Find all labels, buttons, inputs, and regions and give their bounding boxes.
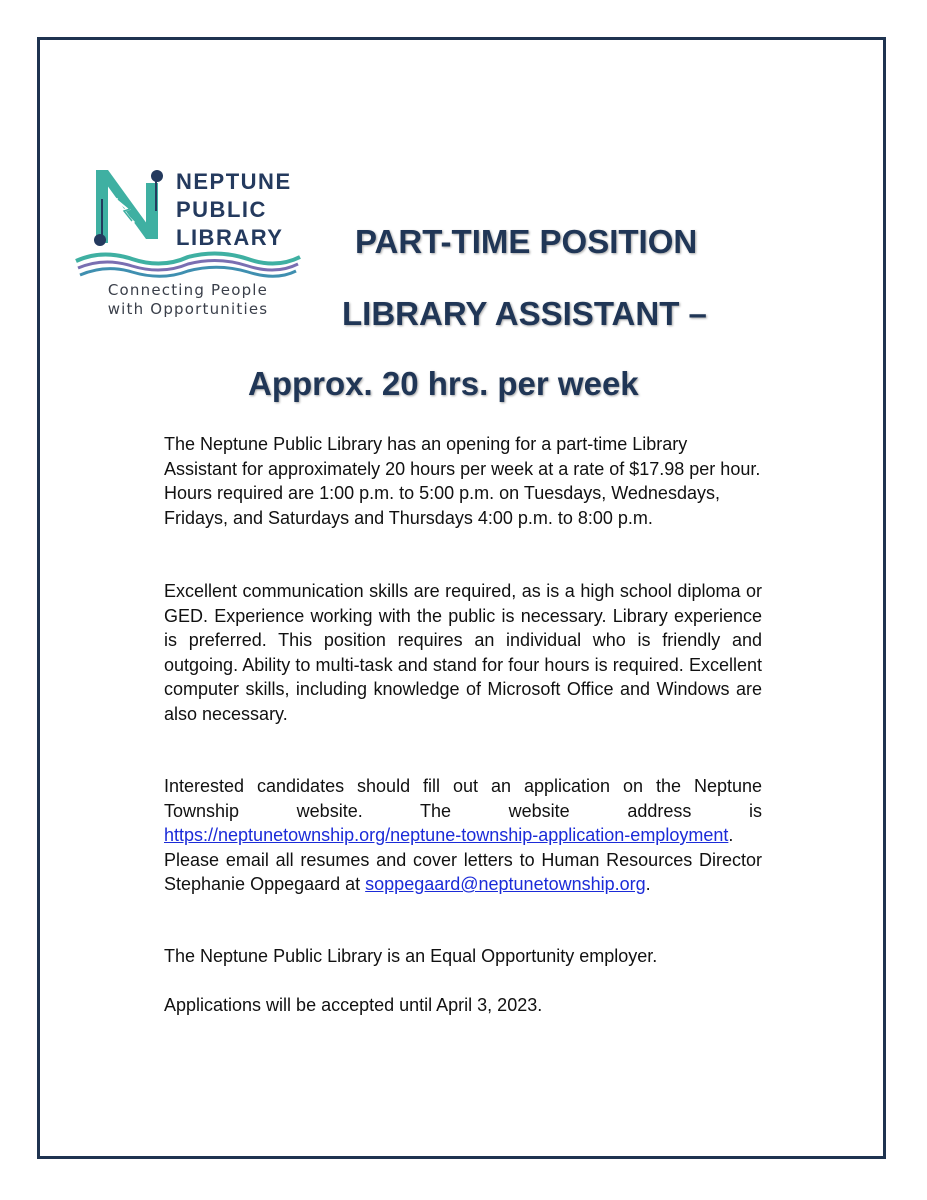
paragraph-deadline: Applications will be accepted until April 3, 2023. xyxy=(164,995,543,1015)
paragraph-requirements: Excellent communication skills are required, as is a high school diploma or GED. Experience working with the public is necessary. Library experience is preferred. This position requires an individual who is friendly and outgoing. Ability to multi-task and stand for four hours is required. Excellent computer skills, including knowledge of Microsoft Office and Windows are also necessary. xyxy=(164,581,762,724)
logo-name-line1: NEPTUNE xyxy=(176,169,292,194)
library-logo xyxy=(72,165,312,325)
paragraph-position-details: The Neptune Public Library has an opening for a part-time Library Assistant for approximately 20 hours per week at a rate of $17.98 per hour. Hours required are 1:00 p.m. to 5:00 p.m. on Tuesdays, Wednesdays, Fridays, and Saturdays and Thursdays 4:00 p.m. to 8:00 p.m. xyxy=(164,434,761,528)
logo-tagline-line1: Connecting People xyxy=(107,281,269,299)
email-link[interactable]: soppegaard@neptunetownship.org xyxy=(365,874,646,894)
title-line-1: PART-TIME POSITION xyxy=(355,223,698,260)
logo-name-line2: PUBLIC xyxy=(176,197,267,222)
paragraph-how-to-apply xyxy=(164,774,762,897)
paragraph-equal-opportunity: The Neptune Public Library is an Equal Opportunity employer. xyxy=(164,946,658,966)
apply-end-text: . xyxy=(645,874,651,894)
logo-tagline-line2: with Opportunities xyxy=(107,300,269,318)
application-link[interactable]: https://neptunetownship.org/neptune-township-application-employment xyxy=(164,825,729,845)
apply-middle-text: . Please email all resumes and cover letters to Human Resources Director Stephanie Oppegaard at xyxy=(164,825,762,894)
title-line-3: Approx. 20 hrs. per week xyxy=(248,365,639,402)
apply-intro-text: Interested candidates should fill out an application on the Neptune Township website. The website address is xyxy=(164,776,762,821)
title-line-2: LIBRARY ASSISTANT – xyxy=(342,295,707,332)
logo-name-line3: LIBRARY xyxy=(176,225,284,250)
